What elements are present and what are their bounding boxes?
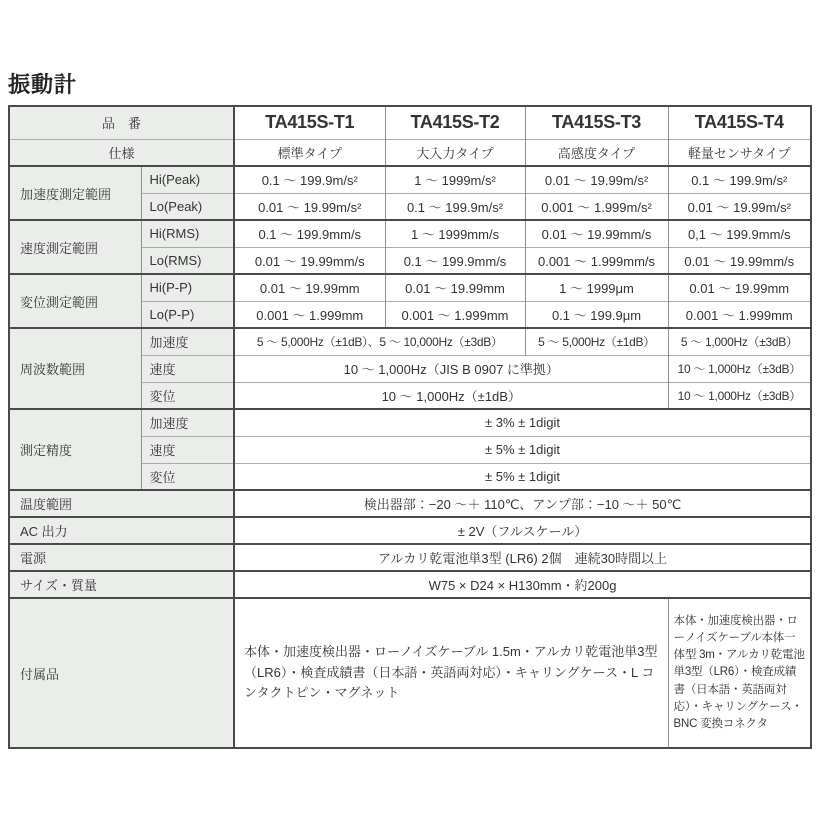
disp-range-label: 変位測定範囲 xyxy=(9,274,141,328)
cell-size-weight: W75 × D24 × H130mm・約200g xyxy=(234,571,811,598)
freq-velocity-label: 速度 xyxy=(141,355,234,382)
cell-disp-hi-t1: 0.01 ～ 19.99mm xyxy=(234,274,385,301)
table-row xyxy=(9,328,811,355)
freq-disp-label: 変位 xyxy=(141,382,234,409)
cell-freq-accel-t1t2: 5 ～ 5,000Hz（±1dB）、5 ～ 10,000Hz（±3dB） xyxy=(234,328,525,355)
cell-velocity-lo-t1: 0.01 ～ 19.99mm/s xyxy=(234,247,385,274)
model-t4: TA415S-T4 xyxy=(668,106,811,139)
accel-range-label: 加速度測定範囲 xyxy=(9,166,141,220)
disp-hi-label: Hi(P-P) xyxy=(141,274,234,301)
cell-freq-accel-t3: 5 ～ 5,000Hz（±1dB） xyxy=(525,328,668,355)
cell-velocity-hi-t4: 0,1 ～ 199.9mm/s xyxy=(668,220,811,247)
cell-freq-velocity-t1t3: 10 ～ 1,000Hz（JIS B 0907 に準拠） xyxy=(234,355,668,382)
freq-range-label: 周波数範囲 xyxy=(9,328,141,409)
cell-velocity-lo-t4: 0.01 ～ 19.99mm/s xyxy=(668,247,811,274)
page-title: 振動計 xyxy=(8,72,78,97)
table-row xyxy=(9,409,811,436)
cell-velocity-lo-t2: 0.1 ～ 199.9mm/s xyxy=(385,247,525,274)
cell-accel-lo-t1: 0.01 ～ 19.99m/s² xyxy=(234,193,385,220)
cell-accuracy-disp: ± 5% ± 1digit xyxy=(234,463,811,490)
cell-disp-lo-t3: 0.1 ～ 199.9μm xyxy=(525,301,668,328)
cell-disp-lo-t2: 0.001 ～ 1.999mm xyxy=(385,301,525,328)
table-row xyxy=(9,598,811,748)
accel-lo-label: Lo(Peak) xyxy=(141,193,234,220)
table-row xyxy=(9,220,811,247)
accel-hi-label: Hi(Peak) xyxy=(141,166,234,193)
cell-power: アルカリ乾電池単3型 (LR6) 2個 連続30時間以上 xyxy=(234,544,811,571)
cell-accel-lo-t4: 0.01 ～ 19.99m/s² xyxy=(668,193,811,220)
cell-freq-accel-t4: 5 ～ 1,000Hz（±3dB） xyxy=(668,328,811,355)
cell-accel-hi-t3: 0.01 ～ 19.99m/s² xyxy=(525,166,668,193)
velocity-hi-label: Hi(RMS) xyxy=(141,220,234,247)
velocity-range-label: 速度測定範囲 xyxy=(9,220,141,274)
size-weight-label: サイズ・質量 xyxy=(9,571,234,598)
table-row xyxy=(9,517,811,544)
table-row xyxy=(9,490,811,517)
velocity-lo-label: Lo(RMS) xyxy=(141,247,234,274)
disp-lo-label: Lo(P-P) xyxy=(141,301,234,328)
accuracy-disp-label: 変位 xyxy=(141,463,234,490)
cell-velocity-hi-t2: 1 ～ 1999mm/s xyxy=(385,220,525,247)
power-label: 電源 xyxy=(9,544,234,571)
model-t1: TA415S-T1 xyxy=(234,106,385,139)
table-row xyxy=(9,106,811,139)
accuracy-accel-label: 加速度 xyxy=(141,409,234,436)
freq-accel-label: 加速度 xyxy=(141,328,234,355)
type-t1: 標準タイプ xyxy=(234,139,385,166)
table-row xyxy=(9,571,811,598)
cell-accuracy-accel: ± 3% ± 1digit xyxy=(234,409,811,436)
table-row xyxy=(9,544,811,571)
cell-accuracy-velocity: ± 5% ± 1digit xyxy=(234,436,811,463)
cell-freq-disp-t4: 10 ～ 1,000Hz（±3dB） xyxy=(668,382,811,409)
cell-velocity-lo-t3: 0.001 ～ 1.999mm/s xyxy=(525,247,668,274)
table-row xyxy=(9,166,811,193)
accessories-label: 付属品 xyxy=(9,598,234,748)
cell-accel-lo-t2: 0.1 ～ 199.9m/s² xyxy=(385,193,525,220)
cell-accel-hi-t1: 0.1 ～ 199.9m/s² xyxy=(234,166,385,193)
cell-accessories-t1t3: 本体・加速度検出器・ローノイズケーブル 1.5m・アルカリ乾電池単3型（LR6）・検査成績書（日本語・英語両対応）・キャリングケース・L コンタクトピン・マグネット xyxy=(234,598,668,748)
cell-disp-lo-t1: 0.001 ～ 1.999mm xyxy=(234,301,385,328)
cell-accel-hi-t4: 0.1 ～ 199.9m/s² xyxy=(668,166,811,193)
type-t3: 高感度タイプ xyxy=(525,139,668,166)
cell-accel-hi-t2: 1 ～ 1999m/s² xyxy=(385,166,525,193)
cell-velocity-hi-t3: 0.01 ～ 19.99mm/s xyxy=(525,220,668,247)
accuracy-label: 測定精度 xyxy=(9,409,141,490)
ac-output-label: AC 出力 xyxy=(9,517,234,544)
cell-accessories-t4: 本体・加速度検出器・ローノイズケーブル本体一体型 3m・アルカリ乾電池単3型（LR6）・検査成績書（日本語・英語両対応）・キャリングケース・BNC 変換コネクタ xyxy=(668,598,811,748)
cell-velocity-hi-t1: 0.1 ～ 199.9mm/s xyxy=(234,220,385,247)
cell-accel-lo-t3: 0.001 ～ 1.999m/s² xyxy=(525,193,668,220)
table-row xyxy=(9,139,811,166)
accuracy-velocity-label: 速度 xyxy=(141,436,234,463)
cell-ac-output: ± 2V（フルスケール） xyxy=(234,517,811,544)
spec-header: 仕様 xyxy=(9,139,234,166)
spec-table xyxy=(8,105,812,749)
type-t2: 大入力タイプ xyxy=(385,139,525,166)
table-row xyxy=(9,274,811,301)
model-t2: TA415S-T2 xyxy=(385,106,525,139)
cell-freq-velocity-t4: 10 ～ 1,000Hz（±3dB） xyxy=(668,355,811,382)
cell-disp-lo-t4: 0.001 ～ 1.999mm xyxy=(668,301,811,328)
cell-temp-range: 検出器部：−20 ～＋ 110℃、アンプ部：−10 ～＋ 50℃ xyxy=(234,490,811,517)
type-t4: 軽量センサタイプ xyxy=(668,139,811,166)
temp-range-label: 温度範囲 xyxy=(9,490,234,517)
model-t3: TA415S-T3 xyxy=(525,106,668,139)
cell-freq-disp-t1t3: 10 ～ 1,000Hz（±1dB） xyxy=(234,382,668,409)
cell-disp-hi-t4: 0.01 ～ 19.99mm xyxy=(668,274,811,301)
part-no-header: 品 番 xyxy=(9,106,234,139)
cell-disp-hi-t2: 0.01 ～ 19.99mm xyxy=(385,274,525,301)
cell-disp-hi-t3: 1 ～ 1999μm xyxy=(525,274,668,301)
